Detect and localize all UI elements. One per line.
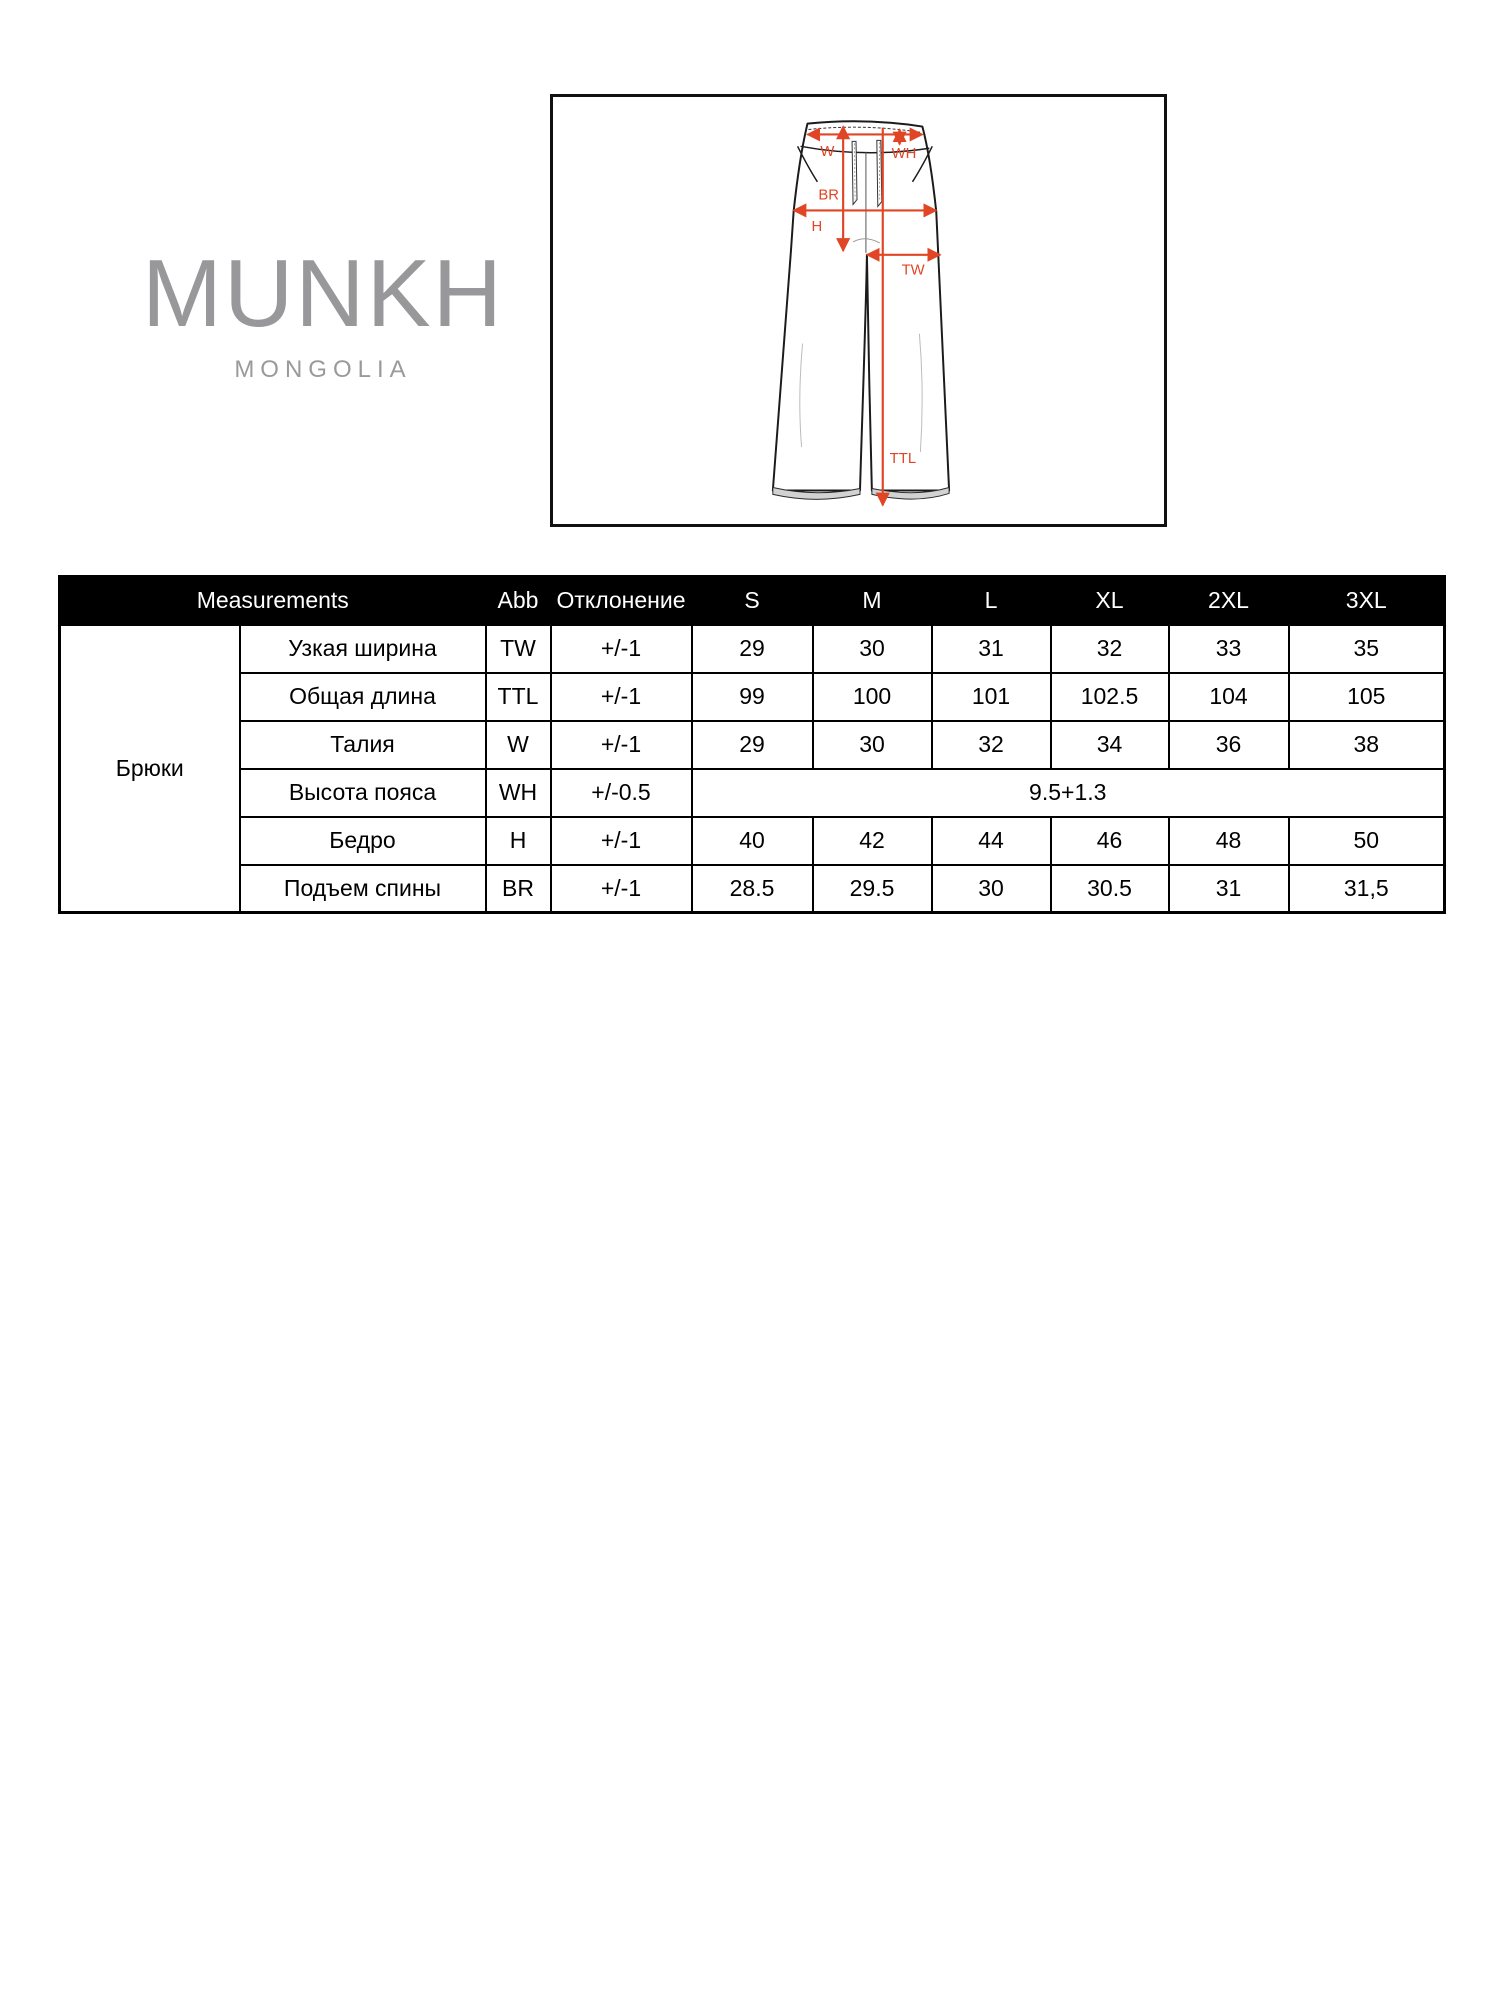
size-value: 33: [1169, 625, 1289, 673]
header-size-m: M: [813, 577, 932, 625]
size-table: [58, 575, 1446, 914]
measurement-name: Общая длина: [240, 673, 486, 721]
header-size-xl: XL: [1051, 577, 1169, 625]
size-value: 28.5: [692, 865, 813, 913]
measurement-abb: W: [486, 721, 551, 769]
header-size-2xl: 2XL: [1169, 577, 1289, 625]
measurement-name: Подъем спины: [240, 865, 486, 913]
size-value: 29.5: [813, 865, 932, 913]
measurement-deviation: +/-1: [551, 865, 692, 913]
ttl-label: TTL: [889, 450, 917, 467]
garment-group-label: Брюки: [60, 625, 240, 913]
header-abb: Abb: [486, 577, 551, 625]
size-value: 104: [1169, 673, 1289, 721]
size-value: 30.5: [1051, 865, 1169, 913]
size-value-merged: 9.5+1.3: [692, 769, 1445, 817]
size-value: 31: [1169, 865, 1289, 913]
measurement-name: Узкая ширина: [240, 625, 486, 673]
size-value: 30: [813, 721, 932, 769]
header-measurements: Measurements: [60, 577, 486, 625]
pants-diagram: [553, 97, 1164, 524]
size-value: 42: [813, 817, 932, 865]
size-value: 44: [932, 817, 1051, 865]
brand-subtitle: MONGOLIA: [234, 356, 412, 383]
size-value: 31: [932, 625, 1051, 673]
measurement-name: Талия: [240, 721, 486, 769]
size-value: 30: [813, 625, 932, 673]
size-value: 36: [1169, 721, 1289, 769]
table-header-row: [60, 577, 1445, 625]
measurement-abb: BR: [486, 865, 551, 913]
size-value: 35: [1289, 625, 1445, 673]
table-row: [60, 817, 1445, 865]
w-label: W: [820, 144, 835, 161]
measurement-name: Высота пояса: [240, 769, 486, 817]
measurement-abb: WH: [486, 769, 551, 817]
measurement-abb: H: [486, 817, 551, 865]
table-row: [60, 865, 1445, 913]
size-value: 99: [692, 673, 813, 721]
size-value: 46: [1051, 817, 1169, 865]
table-row: [60, 769, 1445, 817]
size-value: 101: [932, 673, 1051, 721]
size-value: 48: [1169, 817, 1289, 865]
size-value: 32: [1051, 625, 1169, 673]
h-label: H: [811, 219, 823, 236]
wh-label: WH: [891, 146, 917, 163]
brand-logo: MUNKH: [142, 240, 504, 347]
size-value: 31,5: [1289, 865, 1445, 913]
measurement-abb: TTL: [486, 673, 551, 721]
measurement-deviation: +/-1: [551, 817, 692, 865]
header-deviation: Отклонение: [551, 577, 692, 625]
table-row: [60, 673, 1445, 721]
size-value: 38: [1289, 721, 1445, 769]
size-value: 29: [692, 625, 813, 673]
pants-diagram-box: [550, 94, 1167, 527]
size-value: 40: [692, 817, 813, 865]
size-value: 50: [1289, 817, 1445, 865]
measurement-deviation: +/-1: [551, 625, 692, 673]
measurement-deviation: +/-1: [551, 673, 692, 721]
size-value: 29: [692, 721, 813, 769]
size-value: 105: [1289, 673, 1445, 721]
table-row: [60, 625, 1445, 673]
header-size-3xl: 3XL: [1289, 577, 1445, 625]
size-value: 32: [932, 721, 1051, 769]
header-size-l: L: [932, 577, 1051, 625]
measurement-deviation: +/-1: [551, 721, 692, 769]
brand-logo-block: [142, 240, 504, 384]
measurement-deviation: +/-0.5: [551, 769, 692, 817]
measurement-name: Бедро: [240, 817, 486, 865]
pants-outline: [773, 121, 949, 490]
br-label: BR: [818, 187, 840, 204]
size-value: 102.5: [1051, 673, 1169, 721]
measurement-abb: TW: [486, 625, 551, 673]
size-value: 34: [1051, 721, 1169, 769]
header-size-s: S: [692, 577, 813, 625]
size-value: 100: [813, 673, 932, 721]
tw-label: TW: [901, 262, 925, 279]
table-row: [60, 721, 1445, 769]
size-value: 30: [932, 865, 1051, 913]
